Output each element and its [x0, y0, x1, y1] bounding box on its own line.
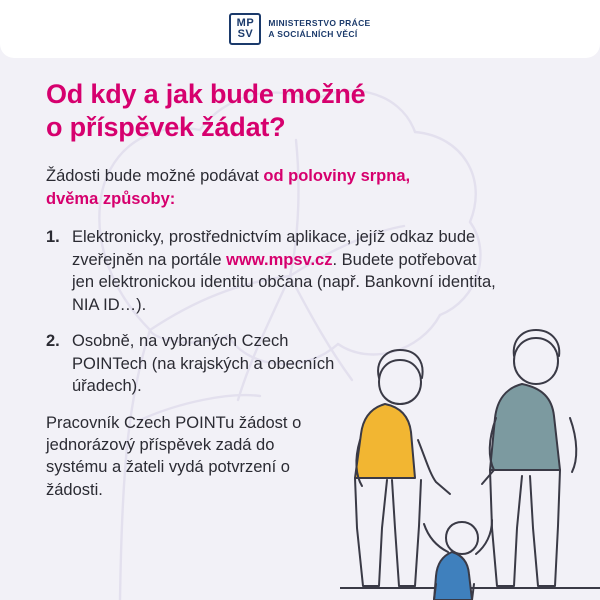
page-title-line1: Od kdy a jak bude možné — [46, 79, 366, 109]
step-number: 1. — [46, 228, 60, 247]
header-bar — [0, 0, 600, 58]
lead-paragraph — [46, 165, 516, 211]
lead-highlight-1: od poloviny srpna, — [263, 166, 411, 185]
page-title — [46, 78, 486, 145]
lead-highlight-2: dvěma způsoby: — [46, 189, 176, 208]
steps-list — [46, 226, 566, 397]
step-number: 2. — [46, 332, 60, 351]
page-title-line2: o příspěvek žádat? — [46, 112, 286, 143]
list-item — [46, 330, 346, 397]
logo-mark-line2: SV — [237, 28, 254, 40]
mpsv-logo-mark — [229, 13, 261, 45]
logo-text-line2: A SOCIÁLNÍCH VĚCÍ — [268, 29, 358, 39]
step-text-part2: . Budete potřebovat jen elektronickou identitu občana (např. Bankovní identita, NIA ID…). — [72, 250, 496, 314]
step-text-part1: Osobně, na vybraných Czech POINTech (na krajských a obecních úřadech). — [72, 332, 335, 396]
mpsv-logo-text — [268, 18, 370, 40]
list-item — [46, 226, 501, 316]
step-text-part1: Elektronicky, prostřednictvím aplikace, jejíž odkaz bude zveřejněn na portále — [72, 228, 476, 269]
mpsv-logo — [229, 13, 370, 45]
mpsv-link[interactable]: www.mpsv.cz — [226, 250, 333, 269]
logo-mark-line1: MP — [236, 17, 255, 29]
logo-text-line1: MINISTERSTVO PRÁCE — [268, 18, 371, 28]
lead-prefix: Žádosti bude možné podávat — [46, 166, 264, 185]
czech-point-note: Pracovník Czech POINTu žádost o jednorázový příspěvek zadá do systému a žateli vydá potvrzení o žádosti. — [46, 413, 302, 499]
